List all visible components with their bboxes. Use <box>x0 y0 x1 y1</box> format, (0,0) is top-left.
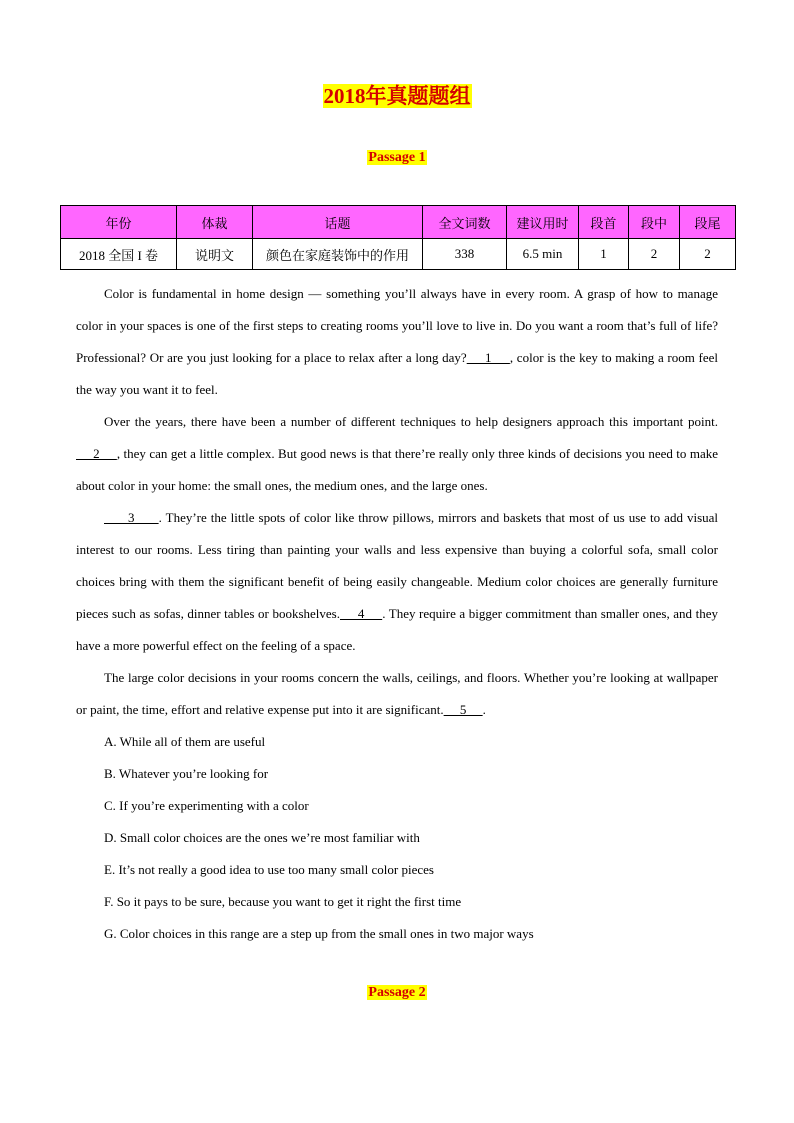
blank-2: 2 <box>76 446 117 461</box>
header-para-start: 段首 <box>579 206 629 239</box>
table-row <box>61 239 736 270</box>
blank-5: 5 <box>443 702 483 717</box>
passage-1-heading <box>0 150 794 166</box>
paragraph-4-text-b: . <box>482 702 486 717</box>
header-topic: 话题 <box>253 206 423 239</box>
paragraph-3 <box>76 502 718 662</box>
paragraph-1-text-b: , color is the key to making a room feel the way you want it to feel. <box>76 350 718 397</box>
paragraph-1-text-a: Color is fundamental in home design — something you’ll always have in every room. A grasp of how to manage color in your spaces is one of the first steps to creating rooms you’ll love to live in. Do you want a room that’s full of life? Professional? Or are you just looking for a place to relax after a long day? <box>76 286 718 365</box>
paragraph-2 <box>76 406 718 502</box>
option-a: A. While all of them are useful <box>104 734 266 749</box>
cell-para-end: 2 <box>680 239 736 270</box>
cell-para-start: 1 <box>579 239 629 270</box>
page-title-text: 2018年真题题组 <box>323 84 471 108</box>
option-g: G. Color choices in this range are a step up from the small ones in two major ways <box>104 926 534 941</box>
option-d: D. Small color choices are the ones we’re most familiar with <box>104 830 420 845</box>
header-year: 年份 <box>61 206 177 239</box>
page-title <box>0 80 794 110</box>
blank-3: 3 <box>104 510 159 525</box>
blank-4: 4 <box>339 606 383 621</box>
header-para-end: 段尾 <box>680 206 736 239</box>
paragraph-3-text-a: . They’re the little spots of color like throw pillows, mirrors and baskets that most of us use to add visual interest to our rooms. Less tiring than painting your walls and less expensive than buying a colorful sofa, small color choices bring with them the significant benefit of being easily changeable. Medium color choices are generally furniture pieces such as sofas, dinner tables or bookshelves. <box>76 510 719 621</box>
header-genre: 体裁 <box>177 206 253 239</box>
passage-2-heading <box>0 985 794 1001</box>
cell-topic: 颜色在家庭装饰中的作用 <box>253 239 423 270</box>
option-f: F. So it pays to be sure, because you want to get it right the first time <box>104 894 462 909</box>
paragraph-3-text-b: . They require a bigger commitment than smaller ones, and they have a more powerful effect on the feeling of a space. <box>76 606 718 653</box>
passage-info-table <box>60 205 736 270</box>
passage-2-heading-text: Passage 2 <box>368 985 426 1000</box>
table-header-row <box>61 206 736 239</box>
option-b: B. Whatever you’re looking for <box>104 766 269 781</box>
paragraph-4-text-a: The large color decisions in your rooms concern the walls, ceilings, and floors. Whether you’re looking at wallpaper or paint, the time, effort and relative expense put into it are significant. <box>76 670 718 717</box>
paragraph-1 <box>76 278 718 406</box>
cell-word-count: 338 <box>423 239 507 270</box>
cell-year: 2018 全国 I 卷 <box>61 239 177 270</box>
option-e: E. It’s not really a good idea to use too many small color pieces <box>104 862 434 877</box>
paragraph-2-text-b: , they can get a little complex. But good news is that there’re really only three kinds of decisions you need to make about color in your home: the small ones, the medium ones, and the large ones. <box>76 446 718 493</box>
paragraph-2-text-a: Over the years, there have been a number of different techniques to help designers approach this important point. <box>104 414 718 429</box>
cell-genre: 说明文 <box>177 239 253 270</box>
cell-para-middle: 2 <box>629 239 680 270</box>
paragraph-4 <box>76 662 718 726</box>
header-word-count: 全文词数 <box>423 206 507 239</box>
cell-suggested-time: 6.5 min <box>507 239 579 270</box>
header-para-middle: 段中 <box>629 206 680 239</box>
option-c: C. If you’re experimenting with a color <box>104 798 309 813</box>
answer-options <box>76 726 718 950</box>
header-suggested-time: 建议用时 <box>507 206 579 239</box>
passage-1-heading-text: Passage 1 <box>368 150 426 165</box>
passage-body <box>76 278 718 950</box>
blank-1: 1 <box>466 350 510 365</box>
